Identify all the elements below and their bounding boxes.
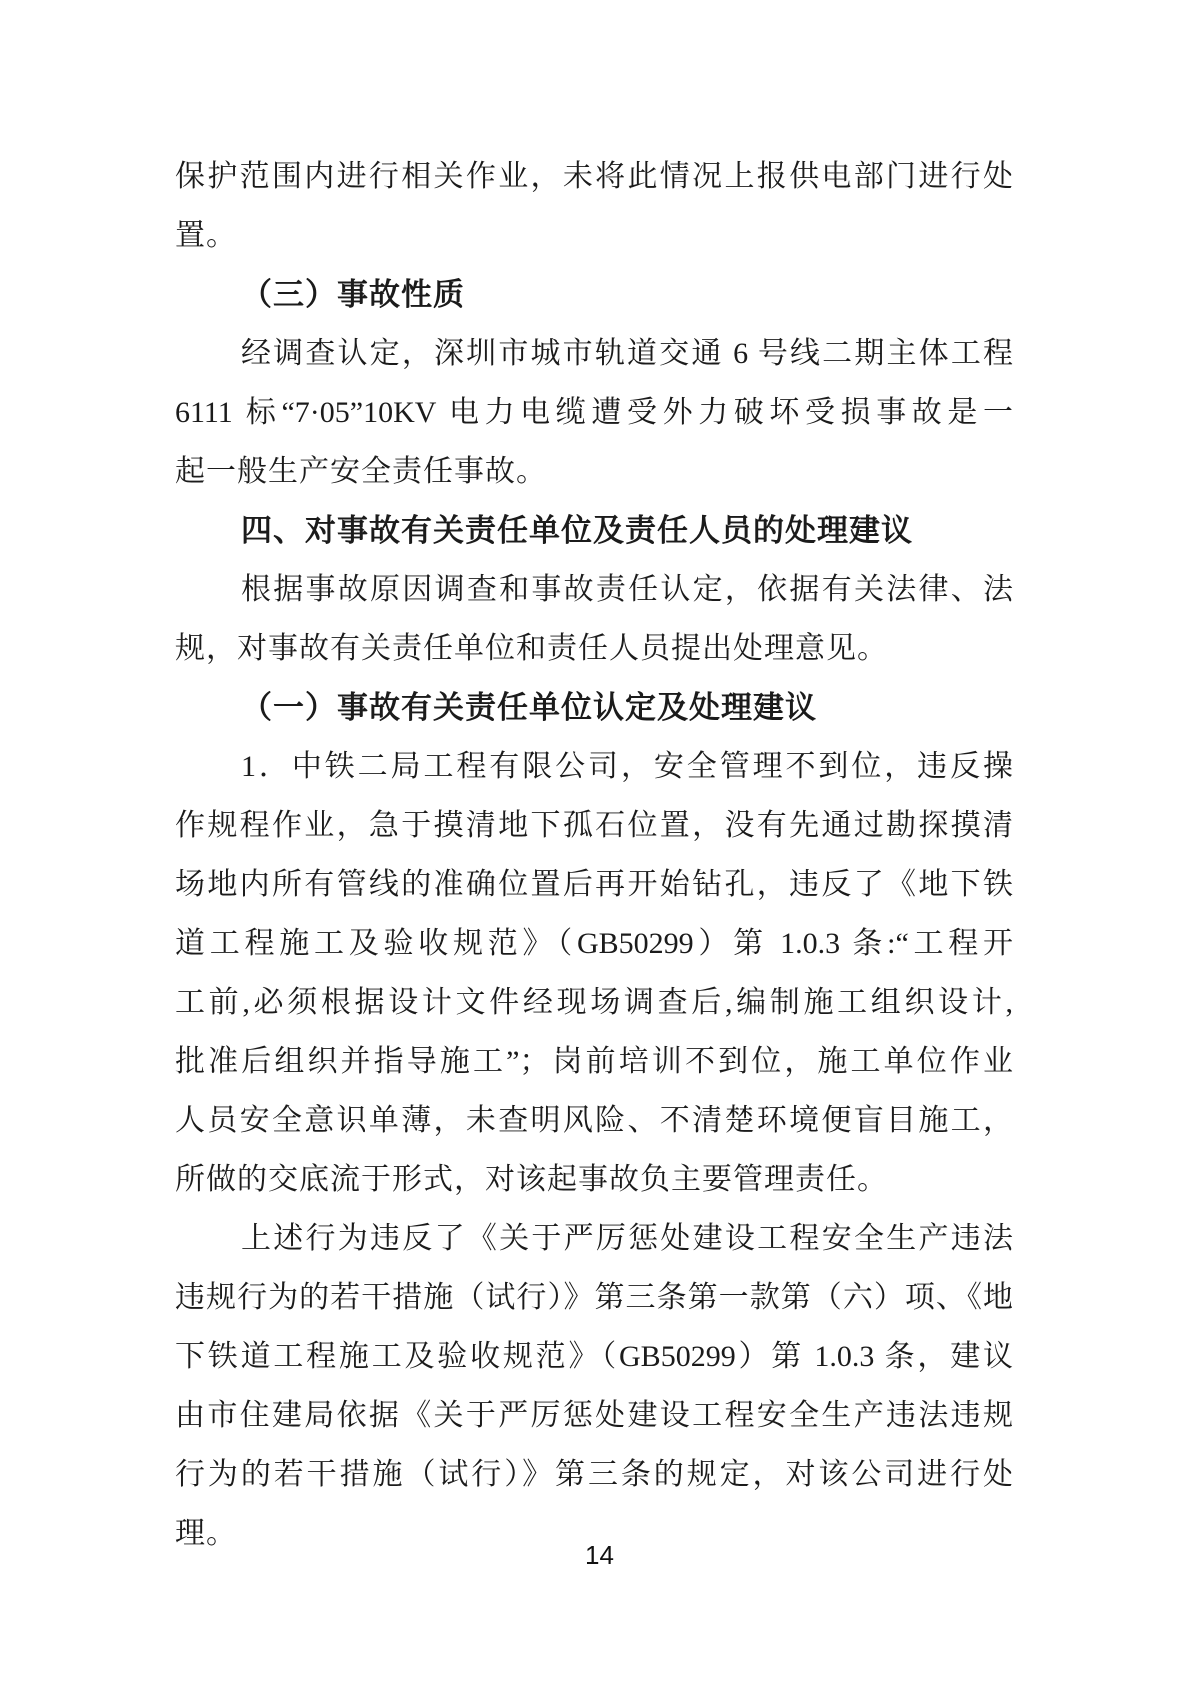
text-line: 规，对事故有关责任单位和责任人员提出处理意见。: [175, 632, 888, 665]
text-line: 置。: [175, 219, 237, 252]
text-line: 批准后组织并指导施工”；岗前培训不到位，施工单位作业: [175, 1045, 1013, 1078]
text-line: 工前,必须根据设计文件经现场调查后,编制施工组织设计,: [175, 986, 1013, 1019]
text-line: 行为的若干措施（试行）》第三条的规定，对该公司进行处: [175, 1458, 1013, 1491]
text-line: 由市住建局依据《关于严厉惩处建设工程安全生产违法违规: [175, 1399, 1013, 1432]
text-line: 保护范围内进行相关作业，未将此情况上报供电部门进行处: [175, 160, 1013, 193]
text-line: 理。: [175, 1517, 237, 1550]
text-line: 上述行为违反了《关于严厉惩处建设工程安全生产违法: [241, 1222, 1013, 1255]
text-line: 道工程施工及验收规范》（GB50299）第 1.0.3 条:“工程开: [175, 927, 1013, 960]
text-line: 场地内所有管线的准确位置后再开始钻孔，违反了《地下铁: [175, 868, 1013, 901]
text-line: 根据事故原因调查和事故责任认定，依据有关法律、法: [241, 573, 1013, 606]
text-line: 违规行为的若干措施（试行）》第三条第一款第（六）项、《地: [175, 1281, 1013, 1314]
text-line: 起一般生产安全责任事故。: [175, 455, 547, 488]
section-heading: 四、对事故有关责任单位及责任人员的处理建议: [241, 513, 913, 548]
text-line: 6111 标“7·05”10KV 电力电缆遭受外力破坏受损事故是一: [175, 396, 1013, 429]
text-line: 经调查认定，深圳市城市轨道交通 6 号线二期主体工程: [241, 337, 1013, 370]
text-line: 所做的交底流于形式，对该起事故负主要管理责任。: [175, 1163, 888, 1196]
text-line: 人员安全意识单薄，未查明风险、不清楚环境便盲目施工，: [175, 1104, 1013, 1137]
section-heading: （三）事故性质: [241, 277, 465, 312]
page-number: 14: [585, 1540, 614, 1570]
text-line: 下铁道工程施工及验收规范》（GB50299）第 1.0.3 条，建议: [175, 1340, 1013, 1373]
document-body: [175, 147, 1013, 1563]
section-heading: （一）事故有关责任单位认定及处理建议: [241, 690, 817, 725]
text-line: 作规程作业，急于摸清地下孤石位置，没有先通过勘探摸清: [175, 809, 1013, 842]
text-line: 1．中铁二局工程有限公司，安全管理不到位，违反操: [241, 750, 1013, 783]
